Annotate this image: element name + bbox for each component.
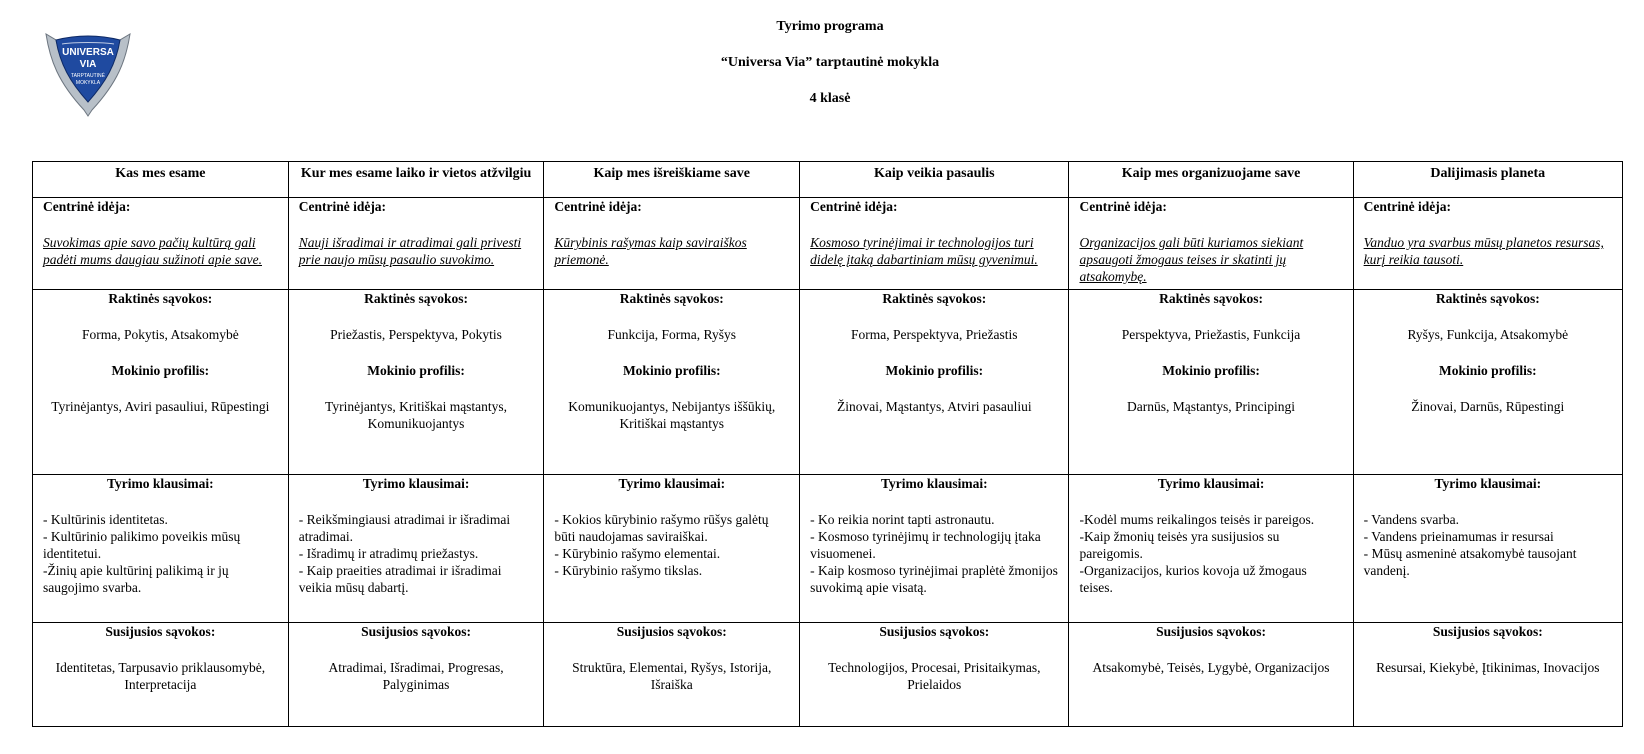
key-concepts-label: Raktinės sąvokos: [619,291,724,306]
inquiry-questions-label: Tyrimo klausimai: [362,476,470,491]
inquiry-question: - Kaip kosmoso tyrinėjimai praplėtė žmonijos suvokimą apie visatą. [810,563,1058,595]
central-idea-label: Centrinė idėja: [1363,199,1451,214]
inquiry-questions-cell [800,475,1069,623]
related-concepts-cell [1069,623,1353,727]
school-logo [40,30,136,118]
key-concepts-label: Raktinės sąvokos: [1159,291,1263,306]
theme-row [33,162,1623,198]
inquiry-questions-list [554,511,789,579]
inquiry-question: - Kultūrinis identitetas. [43,512,168,527]
inquiry-question: - Reikšmingiausi atradimai ir išradimai atradimai. [298,512,511,544]
learner-profile-text: Darnūs, Mąstantys, Principingi [1127,399,1296,414]
inquiry-questions-list [810,511,1058,596]
central-idea-cell [33,198,289,290]
learner-profile-label: Mokinio profilis: [885,363,984,378]
central-idea-label: Centrinė idėja: [1079,199,1167,214]
school-name: “Universa Via” tarptautinė mokykla [720,55,940,70]
related-concepts-text: Atradimai, Išradimai, Progresas, Palyginimas [328,660,504,692]
inquiry-question: -Organizacijos, kurios kovoja už žmogaus teises. [1079,563,1307,595]
inquiry-questions-label: Tyrimo klausimai: [1157,476,1265,491]
key-concepts-cell [544,290,800,475]
related-concepts-cell [800,623,1069,727]
key-concepts-cell [1353,290,1622,475]
theme-header: Kur mes esame laiko ir vietos atžvilgiu [288,162,544,198]
central-idea-label: Centrinė idėja: [810,199,898,214]
document-title: Tyrimo programa [776,19,884,34]
inquiry-question: - Kosmoso tyrinėjimų ir technologijų įtaka visuomenei. [810,529,1041,561]
inquiry-questions-label: Tyrimo klausimai: [618,476,726,491]
related-concepts-label: Susijusios sąvokos: [1432,624,1543,639]
central-idea-text: Kūrybinis rašymas kaip saviraiškos priemonė. [554,235,747,267]
inquiry-questions-cell [33,475,289,623]
central-idea-text: Vanduo yra svarbus mūsų planetos resursas, kurį reikia tausoti. [1363,235,1604,267]
theme-header: Kaip veikia pasaulis [800,162,1069,198]
inquiry-question: - Kokios kūrybinio rašymo rūšys galėtų būti naudojamas saviraiškai. [554,512,769,544]
inquiry-question: - Mūsų asmeninė atsakomybė tausojant vandenį. [1363,546,1577,578]
central-idea-text: Kosmoso tyrinėjimai ir technologijos turi didelę įtaką dabartiniam mūsų gyvenimui. [810,235,1038,267]
learner-profile-text: Tyrinėjantys, Kritiškai mąstantys, Komunikuojantys [325,399,508,431]
inquiry-questions-row [33,475,1623,623]
central-idea-row [33,198,1623,290]
central-idea-label: Centrinė idėja: [43,199,131,214]
logo-text-line1: UNIVERSA [62,47,114,58]
inquiry-questions-cell [544,475,800,623]
key-concepts-cell [1069,290,1353,475]
central-idea-label: Centrinė idėja: [554,199,642,214]
inquiry-question: - Vandens prieinamumas ir resursai [1363,529,1554,544]
key-concepts-text: Forma, Perspektyva, Priežastis [851,327,1018,342]
learner-profile-text: Žinovai, Darnūs, Rūpestingi [1411,399,1565,414]
learner-profile-text: Tyrinėjantys, Aviri pasauliui, Rūpestingi [51,399,270,414]
related-concepts-cell [288,623,544,727]
inquiry-questions-label: Tyrimo klausimai: [880,476,988,491]
theme-header: Kaip mes organizuojame save [1069,162,1353,198]
related-concepts-label: Susijusios sąvokos: [105,624,216,639]
learner-profile-label: Mokinio profilis: [1162,363,1260,378]
central-idea-text: Nauji išradimai ir atradimai gali privesti prie naujo mūsų pasaulio suvokimo. [298,235,522,267]
key-concepts-label: Raktinės sąvokos: [882,291,987,306]
inquiry-question: - Vandens svarba. [1363,512,1459,527]
related-concepts-text: Technologijos, Procesai, Prisitaikymas, Prielaidos [828,660,1041,692]
related-concepts-label: Susijusios sąvokos: [616,624,727,639]
inquiry-questions-list [1079,511,1342,596]
inquiry-question: -Kaip žmonių teisės yra susijusios su pareigomis. [1079,529,1280,561]
key-concepts-cell [288,290,544,475]
learner-profile-label: Mokinio profilis: [1438,363,1537,378]
inquiry-question: -Žinių apie kultūrinį palikimą ir jų saugojimo svarba. [43,563,229,595]
theme-header: Dalijimasis planeta [1353,162,1622,198]
learner-profile-text: Komunikuojantys, Nebijantys iššūkių, Kritiškai mąstantys [568,399,776,431]
inquiry-question: - Kultūrinio palikimo poveikis mūsų identitetui. [43,529,241,561]
inquiry-question: - Ko reikia norint tapti astronautu. [810,512,995,527]
learner-profile-text: Žinovai, Mąstantys, Atviri pasauliui [836,399,1032,414]
inquiry-questions-list [299,511,534,596]
inquiry-question: - Kūrybinio rašymo elementai. [554,546,721,561]
related-concepts-text: Identitetas, Tarpusavio priklausomybė, Interpretacija [55,660,266,692]
inquiry-questions-label: Tyrimo klausimai: [1434,476,1542,491]
inquiry-question: -Kodėl mums reikalingos teisės ir pareigos. [1079,512,1315,527]
central-idea-text: Suvokimas apie savo pačių kultūrą gali padėti mums daugiau sužinoti apie save. [43,235,262,267]
key-concepts-label: Raktinės sąvokos: [364,291,468,306]
key-concepts-label: Raktinės sąvokos: [1435,291,1540,306]
related-concepts-text: Struktūra, Elementai, Ryšys, Istorija, Išraiška [572,660,772,692]
central-idea-text: Organizacijos gali būti kuriamos siekiant apsaugoti žmogaus teises ir skatinti jų atsakomybę. [1079,235,1304,284]
central-idea-cell [288,198,544,290]
related-concepts-label: Susijusios sąvokos: [879,624,990,639]
logo-text-line4: MOKYKLA [75,80,101,86]
related-concepts-cell [1353,623,1622,727]
central-idea-label: Centrinė idėja: [298,199,387,214]
inquiry-questions-list [43,511,278,596]
central-idea-cell [1069,198,1353,290]
logo-text-line3: TARPTAUTINĖ [71,73,105,79]
program-table [32,161,1623,727]
inquiry-questions-cell [288,475,544,623]
related-concepts-row [33,623,1623,727]
inquiry-questions-cell [1069,475,1353,623]
key-concepts-cell [33,290,289,475]
grade-label: 4 klasė [809,91,851,106]
key-concepts-text: Ryšys, Funkcija, Atsakomybė [1407,327,1569,342]
central-idea-cell [1353,198,1622,290]
key-concepts-text: Perspektyva, Priežastis, Funkcija [1121,327,1301,342]
inquiry-question: - Kaip praeities atradimai ir išradimai veikia mūsų dabartį. [298,563,502,595]
inquiry-question: - Kūrybinio rašymo tikslas. [554,563,703,578]
inquiry-questions-cell [1353,475,1622,623]
related-concepts-text: Resursai, Kiekybė, Įtikinimas, Inovacijos [1376,660,1600,675]
central-idea-cell [800,198,1069,290]
inquiry-questions-list [1364,511,1612,579]
related-concepts-text: Atsakomybė, Teisės, Lygybė, Organizacijos [1092,660,1330,675]
theme-header: Kaip mes išreiškiame save [544,162,800,198]
learner-profile-label: Mokinio profilis: [367,363,465,378]
inquiry-questions-label: Tyrimo klausimai: [107,476,214,491]
learner-profile-label: Mokinio profilis: [622,363,721,378]
related-concepts-label: Susijusios sąvokos: [361,624,472,639]
central-idea-cell [544,198,800,290]
learner-profile-label: Mokinio profilis: [111,363,210,378]
school-logo-emblem [40,30,136,118]
key-concepts-cell [800,290,1069,475]
key-concepts-row [33,290,1623,475]
inquiry-question: - Išradimų ir atradimų priežastys. [298,546,479,561]
theme-header: Kas mes esame [33,162,289,198]
related-concepts-label: Susijusios sąvokos: [1156,624,1266,639]
key-concepts-text: Forma, Pokytis, Atsakomybė [81,327,239,342]
logo-text-line2: VIA [79,59,97,70]
key-concepts-text: Priežastis, Perspektyva, Pokytis [330,327,502,342]
key-concepts-label: Raktinės sąvokos: [108,291,213,306]
related-concepts-cell [544,623,800,727]
related-concepts-cell [33,623,289,727]
key-concepts-text: Funkcija, Forma, Ryšys [607,327,736,342]
